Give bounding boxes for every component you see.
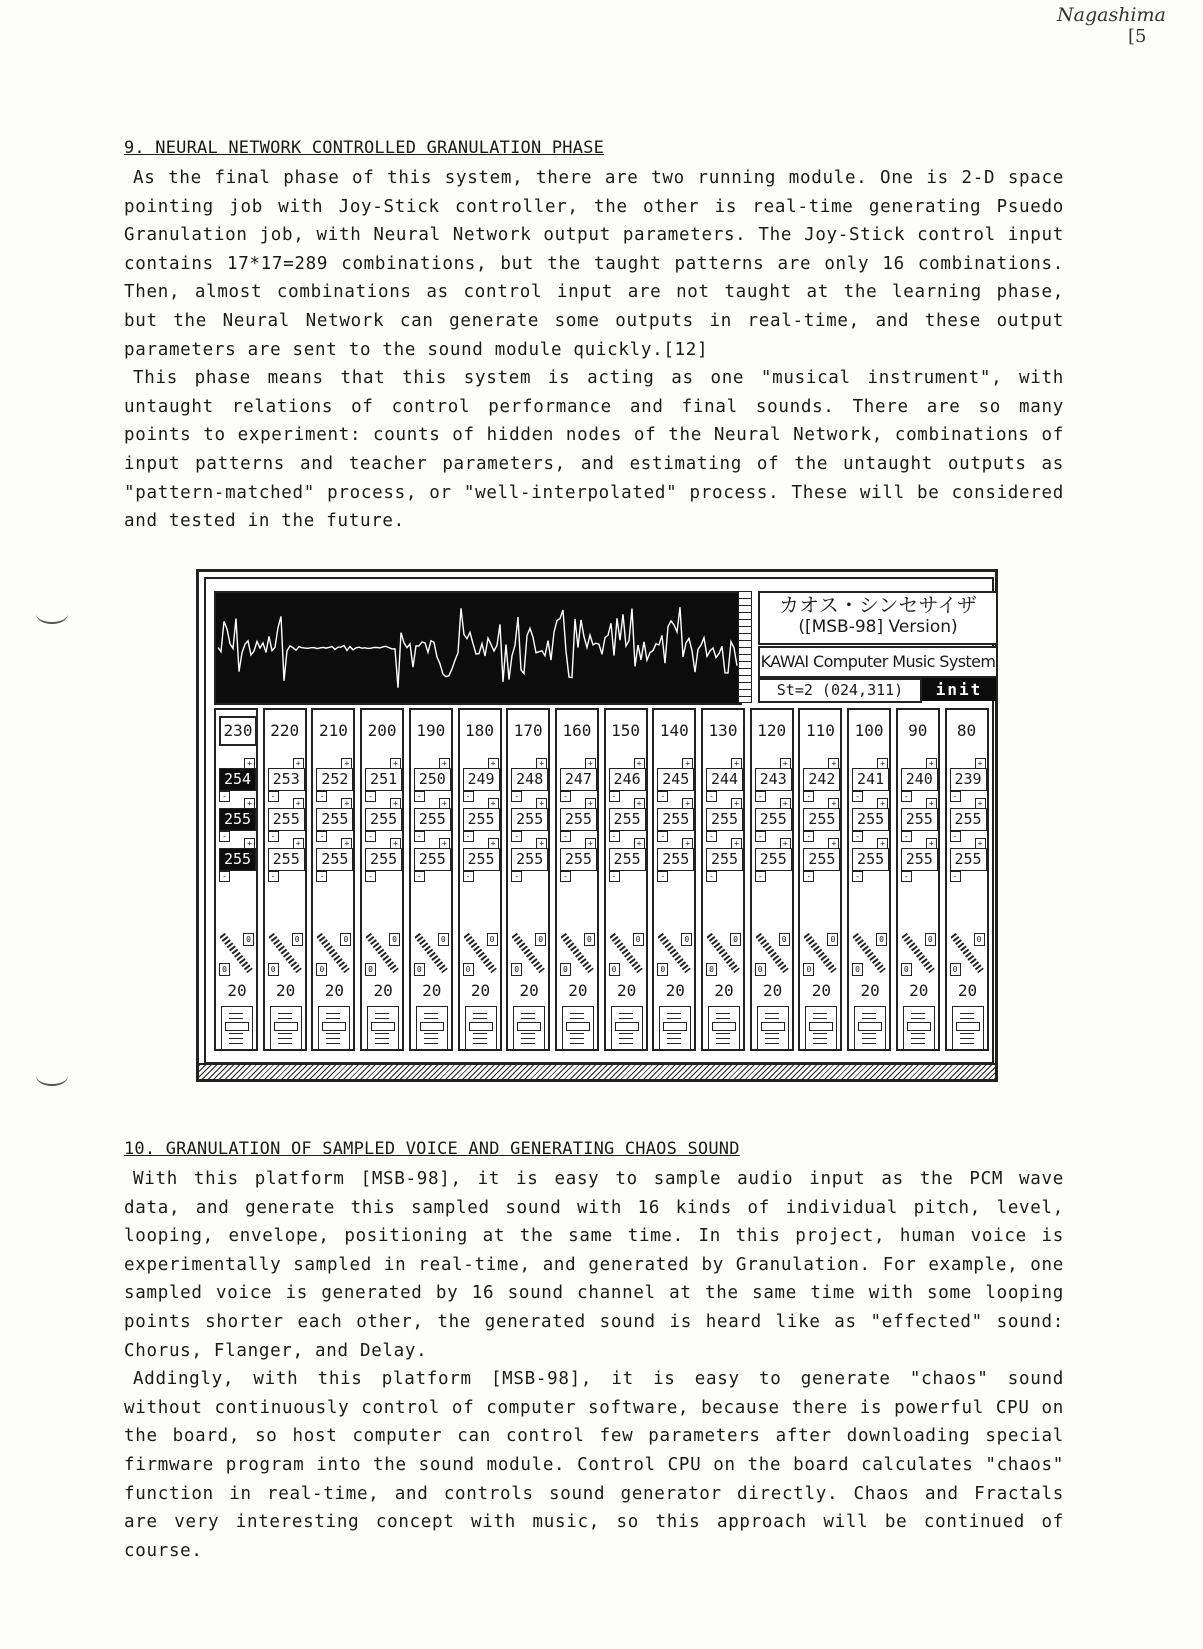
mode-toggle-icon[interactable]: 0	[560, 963, 571, 976]
fader-knob[interactable]	[322, 1022, 346, 1031]
increment-icon[interactable]: +	[244, 758, 255, 769]
channel-param-2[interactable]: 255	[803, 808, 840, 831]
decrement-icon[interactable]: -	[463, 831, 474, 842]
increment-icon[interactable]: +	[634, 758, 645, 769]
mode-toggle-icon[interactable]: 0	[730, 933, 741, 946]
increment-icon[interactable]: +	[488, 838, 499, 849]
section-10	[124, 1139, 1064, 1565]
waveform-line	[218, 607, 737, 688]
channel-param-2[interactable]: 255	[950, 808, 987, 831]
channel-strip	[701, 708, 745, 1051]
channel-param-1[interactable]: 244	[706, 768, 743, 791]
fader-knob[interactable]	[761, 1022, 785, 1031]
channel-strip	[409, 708, 453, 1051]
channel-level: 20	[276, 981, 296, 1000]
channel-pitch-value[interactable]: 200	[367, 721, 397, 740]
channel-pitch-value[interactable]: 230	[219, 716, 257, 746]
channel-level: 20	[616, 981, 637, 1000]
decrement-icon[interactable]: -	[657, 831, 668, 842]
increment-icon[interactable]: +	[682, 798, 693, 809]
decrement-icon[interactable]: -	[706, 871, 717, 882]
channel-param-1[interactable]: 246	[609, 768, 646, 791]
mode-toggle-icon[interactable]: 0	[340, 933, 351, 946]
decrement-icon[interactable]: -	[755, 791, 766, 802]
channel-param-1[interactable]: 254	[219, 768, 256, 791]
decrement-icon[interactable]: -	[268, 831, 279, 842]
decrement-icon[interactable]: -	[901, 831, 912, 842]
channel-pitch-value[interactable]: 170	[513, 721, 543, 740]
fader-knob[interactable]	[566, 1022, 590, 1031]
channel-strip	[506, 708, 550, 1051]
channel-param-1[interactable]: 247	[560, 768, 597, 791]
mode-toggle-icon[interactable]: 0	[876, 933, 887, 946]
decrement-icon[interactable]: -	[950, 871, 961, 882]
channel-level: 20	[422, 981, 442, 1000]
decrement-icon[interactable]: -	[803, 871, 814, 882]
channel-param-3[interactable]: 255	[706, 848, 743, 871]
mode-toggle-icon[interactable]: 0	[389, 933, 400, 946]
increment-icon[interactable]: +	[828, 838, 839, 849]
fader-knob[interactable]	[274, 1022, 298, 1031]
decrement-icon[interactable]: -	[414, 831, 425, 842]
mode-toggle-icon[interactable]: 0	[487, 933, 498, 946]
waveform-scrollbar[interactable]	[738, 591, 752, 703]
paragraph: With this platform [MSB-98], it is easy to sample audio input as the PCM wave data, and generate this sampled sound with 16 kinds of individual pitch, level, looping, envelope, positioning at the same time. In this project, human voice is experimentally sampled in real-time, and generated by Granulation. For example, one sampled voice is generated by 16 sound channel at the same time with some looping points shorter each other, the generated sound is heard like as "effected" sound: Chorus, Flanger, and Delay.	[124, 1169, 1064, 1361]
decrement-icon[interactable]: -	[219, 791, 230, 802]
level-fader[interactable]	[903, 1006, 935, 1050]
panel-bottom-hatch	[199, 1063, 995, 1079]
increment-icon[interactable]: +	[926, 838, 937, 849]
increment-icon[interactable]: +	[828, 798, 839, 809]
channel-strip	[847, 708, 891, 1051]
decrement-icon[interactable]: -	[706, 831, 717, 842]
synth-control-panel	[196, 569, 998, 1082]
increment-icon[interactable]: +	[975, 758, 986, 769]
decrement-icon[interactable]: -	[950, 791, 961, 802]
level-fader[interactable]	[659, 1006, 691, 1050]
decrement-icon[interactable]: -	[803, 791, 814, 802]
level-fader[interactable]	[805, 1006, 837, 1050]
increment-icon[interactable]: +	[731, 798, 742, 809]
decrement-icon[interactable]: -	[268, 871, 279, 882]
decrement-icon[interactable]: -	[365, 791, 376, 802]
decrement-icon[interactable]: -	[609, 871, 620, 882]
increment-icon[interactable]: +	[439, 838, 450, 849]
decrement-icon[interactable]: -	[316, 831, 327, 842]
decrement-icon[interactable]: -	[852, 831, 863, 842]
level-fader[interactable]	[221, 1006, 253, 1050]
channel-param-2[interactable]: 255	[414, 808, 451, 831]
channel-param-2[interactable]: 255	[560, 808, 597, 831]
binder-hole-mark	[36, 604, 68, 624]
increment-icon[interactable]: +	[926, 798, 937, 809]
level-fader[interactable]	[513, 1006, 545, 1050]
channel-param-1[interactable]: 240	[901, 768, 938, 791]
channel-pitch-value[interactable]: 210	[318, 721, 348, 740]
mode-toggle-icon[interactable]: 0	[463, 963, 474, 976]
channel-param-1[interactable]: 243	[755, 768, 792, 791]
paragraph: This phase means that this system is acting as one "musical instrument", with untaught relations of control performance and final sounds. There are so many points to experiment: counts of hidden nodes of the Neural Network, combinations of input patterns and teacher parameters, and estimating of the untaught outputs as "pattern-matched" process, or "well-interpolated" process. These will be considered and tested in the future.	[124, 368, 1064, 532]
channel-param-2[interactable]: 255	[268, 808, 305, 831]
channel-pitch-value[interactable]: 110	[805, 721, 835, 740]
channel-strip	[750, 708, 794, 1051]
increment-icon[interactable]: +	[877, 758, 888, 769]
level-fader[interactable]	[367, 1006, 399, 1050]
handwritten-name: Nagashima	[1057, 4, 1166, 26]
channel-strip	[604, 708, 648, 1051]
channel-level: 20	[519, 981, 539, 1000]
decrement-icon[interactable]: -	[365, 871, 376, 882]
channel-param-3[interactable]: 255	[657, 848, 694, 871]
waveform-display	[214, 591, 742, 705]
channel-strip	[652, 708, 696, 1051]
fader-knob[interactable]	[420, 1022, 444, 1031]
increment-icon[interactable]: +	[585, 798, 596, 809]
channel-param-3[interactable]: 255	[560, 848, 597, 871]
channel-param-2[interactable]: 255	[365, 808, 402, 831]
channel-strip	[214, 708, 258, 1051]
channel-strip	[263, 708, 307, 1051]
channel-level: 20	[811, 981, 832, 1000]
decrement-icon[interactable]: -	[657, 791, 668, 802]
increment-icon[interactable]: +	[585, 758, 596, 769]
increment-icon[interactable]: +	[293, 838, 304, 849]
section-heading: 10. GRANULATION OF SAMPLED VOICE AND GENERATING CHAOS SOUND	[124, 1139, 740, 1159]
mode-toggle-icon[interactable]: 0	[438, 933, 449, 946]
decrement-icon[interactable]: -	[560, 871, 571, 882]
increment-icon[interactable]: +	[731, 758, 742, 769]
paragraph: Addingly, with this platform [MSB-98], it is easy to generate "chaos" sound without continuously control of computer software, because there is powerful CPU on the board, so host computer can control few parameters after downloading special firmware program into the sound module. Control CPU on the board calculates "chaos" function in real-time, and controls sound generator directly. Chaos and Fractals are very interesting concept with music, so this approach will be continued of course.	[124, 1369, 1064, 1561]
increment-icon[interactable]: +	[828, 758, 839, 769]
fader-knob[interactable]	[809, 1022, 833, 1031]
channel-param-2[interactable]: 255	[463, 808, 500, 831]
level-fader[interactable]	[562, 1006, 594, 1050]
channel-param-1[interactable]: 245	[657, 768, 694, 791]
channel-strip	[458, 708, 502, 1051]
mode-toggle-icon[interactable]: 0	[633, 933, 644, 946]
channel-param-3[interactable]: 255	[755, 848, 792, 871]
channel-pitch-value[interactable]: 150	[611, 721, 641, 740]
decrement-icon[interactable]: -	[706, 791, 717, 802]
increment-icon[interactable]: +	[536, 838, 547, 849]
waveform-trace	[216, 593, 740, 703]
channel-param-1[interactable]: 252	[316, 768, 353, 791]
system-name: KAWAI Computer Music System	[758, 646, 998, 678]
channel-level: 20	[763, 981, 783, 1000]
channel-param-1[interactable]: 249	[463, 768, 500, 791]
channel-pitch-value[interactable]: 100	[854, 721, 884, 740]
level-fader[interactable]	[318, 1006, 350, 1050]
increment-icon[interactable]: +	[975, 798, 986, 809]
decrement-icon[interactable]: -	[511, 831, 522, 842]
level-fader[interactable]	[416, 1006, 448, 1050]
channel-param-3[interactable]: 255	[463, 848, 500, 871]
decrement-icon[interactable]: -	[803, 831, 814, 842]
channel-pitch-value[interactable]: 120	[757, 721, 787, 740]
level-fader[interactable]	[952, 1006, 984, 1050]
fader-knob[interactable]	[907, 1022, 931, 1031]
mode-toggle-icon[interactable]: 0	[974, 933, 985, 946]
channel-param-3[interactable]: 255	[414, 848, 451, 871]
channel-param-3[interactable]: 255	[852, 848, 889, 871]
mode-toggle-icon[interactable]: 0	[365, 963, 376, 976]
increment-icon[interactable]: +	[536, 758, 547, 769]
mode-toggle-icon[interactable]: 0	[268, 963, 279, 976]
channel-param-1[interactable]: 242	[803, 768, 840, 791]
mode-toggle-icon[interactable]: 0	[219, 963, 230, 976]
channel-param-3[interactable]: 255	[268, 848, 305, 871]
channel-param-2[interactable]: 255	[852, 808, 889, 831]
channel-param-2[interactable]: 255	[609, 808, 646, 831]
mode-toggle-icon[interactable]: 0	[243, 933, 254, 946]
increment-icon[interactable]: +	[390, 758, 401, 769]
mode-toggle-icon[interactable]: 0	[852, 963, 863, 976]
decrement-icon[interactable]: -	[950, 831, 961, 842]
title-box	[758, 591, 998, 645]
channel-pitch-value[interactable]: 80	[956, 721, 977, 740]
increment-icon[interactable]: +	[682, 838, 693, 849]
channel-pitch-value[interactable]: 180	[465, 721, 494, 740]
channel-strip	[945, 708, 989, 1051]
channel-param-3[interactable]: 255	[219, 848, 256, 871]
mode-toggle-icon[interactable]: 0	[681, 933, 692, 946]
increment-icon[interactable]: +	[780, 798, 791, 809]
decrement-icon[interactable]: -	[414, 791, 425, 802]
decrement-icon[interactable]: -	[657, 871, 668, 882]
fader-knob[interactable]	[371, 1022, 395, 1031]
channel-strip	[555, 708, 599, 1051]
mode-toggle-icon[interactable]: 0	[584, 933, 595, 946]
fader-knob[interactable]	[956, 1022, 980, 1031]
mode-toggle-icon[interactable]: 0	[901, 963, 912, 976]
channel-pitch-value[interactable]: 220	[270, 721, 300, 740]
increment-icon[interactable]: +	[488, 758, 499, 769]
level-fader[interactable]	[611, 1006, 643, 1050]
channel-level: 20	[373, 981, 393, 1000]
decrement-icon[interactable]: -	[365, 831, 376, 842]
channel-param-3[interactable]: 255	[803, 848, 840, 871]
decrement-icon[interactable]: -	[755, 871, 766, 882]
init-button[interactable]: init	[922, 678, 996, 701]
mode-toggle-icon[interactable]: 0	[316, 963, 327, 976]
synth-title: カオス・シンセサイザ	[779, 593, 977, 617]
decrement-icon[interactable]: -	[463, 791, 474, 802]
increment-icon[interactable]: +	[488, 798, 499, 809]
increment-icon[interactable]: +	[244, 798, 255, 809]
channel-param-2[interactable]: 255	[657, 808, 694, 831]
increment-icon[interactable]: +	[341, 798, 352, 809]
decrement-icon[interactable]: -	[316, 871, 327, 882]
handwritten-mark: [5	[1128, 26, 1147, 47]
channel-level: 20	[470, 981, 491, 1000]
decrement-icon[interactable]: -	[511, 791, 522, 802]
decrement-icon[interactable]: -	[560, 831, 571, 842]
level-fader[interactable]	[854, 1006, 886, 1050]
channel-param-3[interactable]: 255	[365, 848, 402, 871]
decrement-icon[interactable]: -	[609, 791, 620, 802]
panel-frame	[204, 577, 994, 1064]
fader-knob[interactable]	[225, 1022, 249, 1031]
decrement-icon[interactable]: -	[852, 791, 863, 802]
channel-strip	[360, 708, 404, 1051]
channel-param-1[interactable]: 239	[950, 768, 987, 791]
level-fader[interactable]	[270, 1006, 302, 1050]
channel-level: 20	[568, 981, 588, 1000]
mode-toggle-icon[interactable]: 0	[414, 963, 425, 976]
mode-toggle-icon[interactable]: 0	[609, 963, 620, 976]
decrement-icon[interactable]: -	[219, 831, 230, 842]
channel-param-3[interactable]: 255	[511, 848, 548, 871]
fader-knob[interactable]	[615, 1022, 639, 1031]
increment-icon[interactable]: +	[877, 838, 888, 849]
level-fader[interactable]	[757, 1006, 789, 1050]
increment-icon[interactable]: +	[341, 758, 352, 769]
mode-toggle-icon[interactable]: 0	[803, 963, 814, 976]
increment-icon[interactable]: +	[926, 758, 937, 769]
decrement-icon[interactable]: -	[755, 831, 766, 842]
decrement-icon[interactable]: -	[463, 871, 474, 882]
decrement-icon[interactable]: -	[414, 871, 425, 882]
level-fader[interactable]	[708, 1006, 740, 1050]
mode-toggle-icon[interactable]: 0	[779, 933, 790, 946]
channel-param-2[interactable]: 255	[316, 808, 353, 831]
channel-level: 20	[665, 981, 685, 1000]
channel-param-3[interactable]: 255	[609, 848, 646, 871]
fader-knob[interactable]	[663, 1022, 687, 1031]
mode-toggle-icon[interactable]: 0	[706, 963, 717, 976]
decrement-icon[interactable]: -	[560, 791, 571, 802]
increment-icon[interactable]: +	[293, 798, 304, 809]
level-fader[interactable]	[465, 1006, 497, 1050]
channel-param-1[interactable]: 250	[414, 768, 451, 791]
increment-icon[interactable]: +	[439, 758, 450, 769]
fader-knob[interactable]	[469, 1022, 493, 1031]
increment-icon[interactable]: +	[244, 838, 255, 849]
fader-knob[interactable]	[517, 1022, 541, 1031]
channel-pitch-value[interactable]: 140	[659, 721, 689, 740]
decrement-icon[interactable]: -	[609, 831, 620, 842]
increment-icon[interactable]: +	[536, 798, 547, 809]
channel-param-2[interactable]: 255	[755, 808, 792, 831]
channel-param-2[interactable]: 255	[706, 808, 743, 831]
section-9	[124, 138, 1064, 536]
increment-icon[interactable]: +	[390, 838, 401, 849]
synth-version: ([MSB-98] Version)	[798, 617, 958, 637]
increment-icon[interactable]: +	[585, 838, 596, 849]
channel-param-2[interactable]: 255	[511, 808, 548, 831]
channel-level: 20	[860, 981, 880, 1000]
mode-toggle-icon[interactable]: 0	[535, 933, 546, 946]
increment-icon[interactable]: +	[634, 838, 645, 849]
mode-toggle-icon[interactable]: 0	[755, 963, 766, 976]
paragraph: As the final phase of this system, there are two running module. One is 2-D space pointing job with Joy-Stick controller, the other is real-time generating Psuedo Granulation job, with Neural Network output parameters. The Joy-Stick control input contains 17*17=289 combinations, but the taught patterns are only 16 combinations. Then, almost combinations as control input are not taught at the learning phase, but the Neural Network can generate some outputs in real-time, and these output parameters are sent to the sound module quickly.[12]	[124, 168, 1064, 360]
channel-level: 20	[714, 981, 734, 1000]
increment-icon[interactable]: +	[731, 838, 742, 849]
increment-icon[interactable]: +	[877, 798, 888, 809]
channel-level: 20	[324, 981, 345, 1000]
mode-toggle-icon[interactable]: 0	[292, 933, 303, 946]
channel-param-1[interactable]: 248	[511, 768, 548, 791]
channel-param-1[interactable]: 253	[268, 768, 305, 791]
channel-strip	[311, 708, 355, 1051]
mode-toggle-icon[interactable]: 0	[950, 963, 961, 976]
mode-toggle-icon[interactable]: 0	[657, 963, 668, 976]
channel-param-3[interactable]: 255	[950, 848, 987, 871]
mode-toggle-icon[interactable]: 0	[511, 963, 522, 976]
increment-icon[interactable]: +	[975, 838, 986, 849]
increment-icon[interactable]: +	[682, 758, 693, 769]
mode-toggle-icon[interactable]: 0	[925, 933, 936, 946]
decrement-icon[interactable]: -	[268, 791, 279, 802]
channel-level: 20	[909, 981, 929, 1000]
increment-icon[interactable]: +	[293, 758, 304, 769]
fader-knob[interactable]	[712, 1022, 736, 1031]
channel-level: 20	[957, 981, 978, 1000]
channel-param-2[interactable]: 255	[219, 808, 256, 831]
channel-pitch-value[interactable]: 160	[562, 721, 592, 740]
channel-param-1[interactable]: 251	[365, 768, 402, 791]
channel-strip	[896, 708, 940, 1051]
channel-pitch-value[interactable]: 190	[416, 721, 446, 740]
increment-icon[interactable]: +	[439, 798, 450, 809]
section-heading: 9. NEURAL NETWORK CONTROLLED GRANULATION PHASE	[124, 138, 605, 158]
increment-icon[interactable]: +	[780, 838, 791, 849]
decrement-icon[interactable]: -	[316, 791, 327, 802]
channel-pitch-value[interactable]: 90	[908, 721, 928, 740]
decrement-icon[interactable]: -	[901, 791, 912, 802]
decrement-icon[interactable]: -	[219, 871, 230, 882]
decrement-icon[interactable]: -	[852, 871, 863, 882]
decrement-icon[interactable]: -	[901, 871, 912, 882]
channel-param-3[interactable]: 255	[901, 848, 938, 871]
increment-icon[interactable]: +	[390, 798, 401, 809]
increment-icon[interactable]: +	[341, 838, 352, 849]
channel-strip	[798, 708, 842, 1051]
channel-level: 20	[227, 981, 247, 1000]
increment-icon[interactable]: +	[780, 758, 791, 769]
status-readout: St=2 (024,311)	[758, 678, 922, 703]
binder-hole-mark	[36, 1066, 68, 1086]
channel-param-1[interactable]: 241	[852, 768, 889, 791]
decrement-icon[interactable]: -	[511, 871, 522, 882]
channel-param-2[interactable]: 255	[901, 808, 938, 831]
channel-pitch-value[interactable]: 130	[708, 721, 738, 740]
fader-knob[interactable]	[858, 1022, 882, 1031]
increment-icon[interactable]: +	[634, 798, 645, 809]
mode-toggle-icon[interactable]: 0	[827, 933, 838, 946]
channel-param-3[interactable]: 255	[316, 848, 353, 871]
